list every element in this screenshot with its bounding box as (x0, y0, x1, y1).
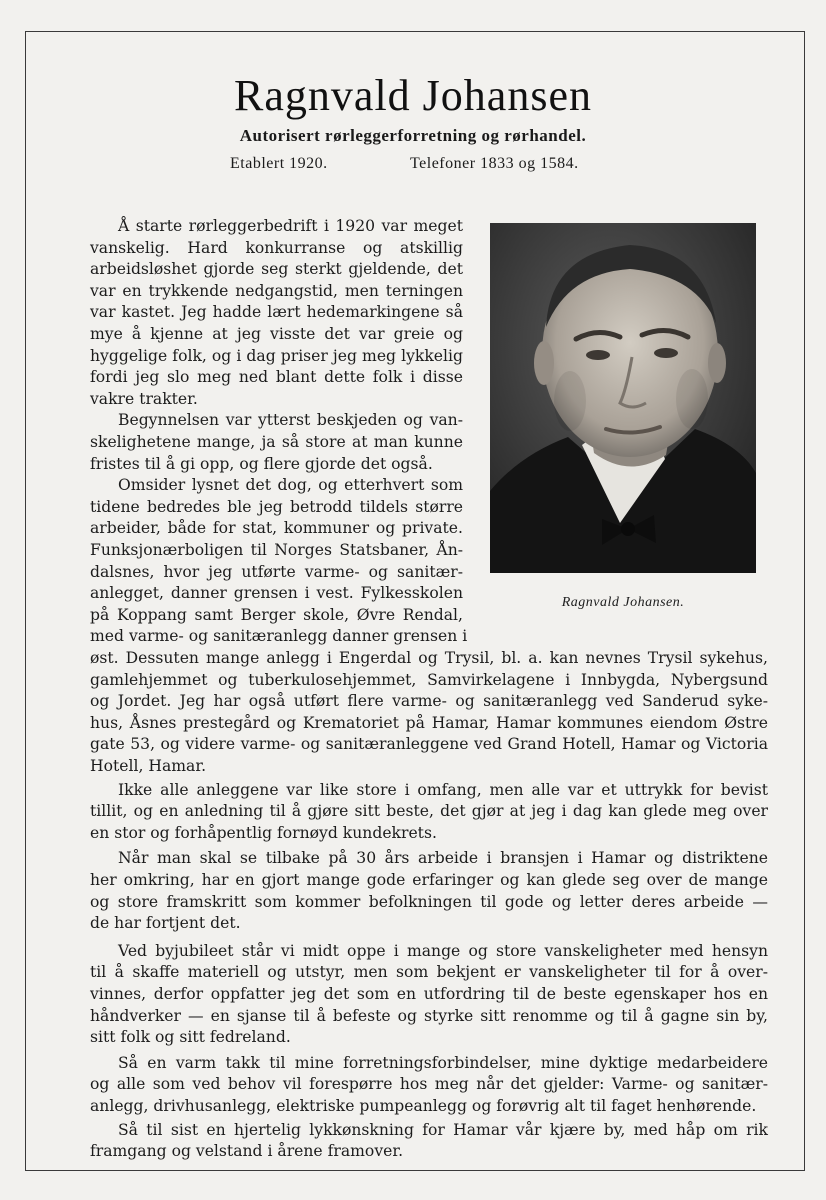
body-line: tidene bedredes ble jeg betrodd tildels større (90, 497, 463, 516)
body-line: hus, Åsnes prestegård og Krematoriet på Hamar, Hamar kommunes eiendom Østre (90, 713, 768, 732)
body-line: Ikke alle anleggene var like store i omfang, men alle var et uttrykk for bevist (118, 780, 768, 799)
portrait-illustration (490, 223, 756, 573)
body-line: Så til sist en hjertelig lykkønskning for Hamar vår kjære by, med håp om rik (118, 1120, 768, 1139)
body-line: dalsnes, hvor jeg utførte varme- og sanitær- (90, 562, 463, 581)
body-line: hyggelige folk, og i dag priser jeg meg lykkelig (90, 346, 463, 365)
body-line: arbeidsløshet gjorde seg sterkt gjeldende, det (90, 260, 463, 279)
body-line: øst. Dessuten mange anlegg i Engerdal og Trysil, bl. a. kan nevnes Trysil sykehus, (90, 649, 768, 667)
body-line: til å skaffe materiell og utstyr, men som bekjent er vanskeligheter til for å over- (90, 963, 768, 982)
body-line: var en trykkende nedgangstid, men terningen (90, 281, 463, 300)
body-line: var kastet. Jeg hadde lært hedemarkingene så (90, 303, 463, 322)
body-line: Begynnelsen var ytterst beskjeden og van- (118, 411, 463, 430)
body-line: mye å kjenne at jeg visste det var greie og (90, 325, 463, 343)
body-line: på Koppang samt Berger skole, Øvre Rendal, (90, 605, 463, 624)
page-title: Ragnvald Johansen (234, 71, 592, 120)
telephone-numbers: Telefoner 1833 og 1584. (410, 155, 579, 172)
body-line: Omsider lysnet det dog, og etterhvert som (118, 476, 463, 495)
photo-caption: Ragnvald Johansen. (561, 595, 685, 610)
body-line: med varme- og sanitæranlegg danner grensen i (90, 627, 468, 646)
body-line: anlegg, drivhusanlegg, elektriske pumpeanlegg og forøvrig alt til faget henhørende. (90, 1097, 757, 1115)
body-line: framgang og velstand i årene framover. (90, 1142, 404, 1161)
established-year: Etablert 1920. (230, 155, 328, 172)
business-subtitle: Autorisert rørleggerforretning og rørhandel. (239, 126, 587, 145)
body-line: Når man skal se tilbake på 30 års arbeide i bransjen i Hamar og distriktene (118, 849, 768, 868)
body-line: arbeider, både for stat, kommuner og private. (90, 519, 463, 538)
body-line: håndverker — en sjanse til å befeste og styrke sitt renomme og til å gagne sin by, (90, 1006, 768, 1025)
body-line: vinnes, derfor oppfatter jeg det som en utfordring til de beste egenskaper hos en (90, 985, 768, 1003)
body-line: vakre trakter. (90, 389, 198, 408)
body-line: tillit, og en anledning til å gjøre sitt beste, det gjør at jeg i dag kan glede meg over (90, 802, 768, 821)
body-line: Så en varm takk til mine forretningsforbindelser, mine dyktige medarbeidere (118, 1053, 768, 1072)
body-line: Å starte rørleggerbedrift i 1920 var meget (118, 217, 463, 235)
body-line: Hotell, Hamar. (90, 757, 207, 775)
body-line: anlegget, danner grensen i vest. Fylkesskolen (90, 584, 463, 603)
body-line: Ved byjubileet står vi midt oppe i mange og store vanskeligheter med hensyn (118, 941, 768, 960)
body-line: sitt folk og sitt fedreland. (90, 1028, 291, 1047)
body-line: her omkring, har en gjort mange gode erfaringer og kan glede seg over de mange (90, 871, 768, 889)
body-line: vanskelig. Hard konkurranse og atskillig (90, 238, 463, 257)
body-line: en stor og forhåpentlig fornøyd kundekrets. (90, 823, 437, 842)
body-line: gamlehjemmet og tuberkulosehjemmet, Samvirkelagene i Innbygda, Nybergsund (90, 670, 768, 689)
body-line: og Jordet. Jeg har også utført flere varme- og sanitæranlegg ved Sanderud syke- (90, 692, 768, 711)
body-line: de har fortjent det. (90, 914, 241, 933)
portrait-photo (490, 223, 756, 573)
body-line: fristes til å gi opp, og flere gjorde det også. (90, 454, 433, 473)
body-line: skelighetene mange, ja så store at man kunne (90, 433, 463, 451)
body-line: Funksjonærboligen til Norges Statsbaner, Ån- (90, 541, 463, 559)
body-line: og alle som ved behov vil forespørre hos meg når det gjelder: Varme- og sanitær- (90, 1075, 768, 1094)
body-line: fordi jeg slo meg ned blant dette folk i disse (90, 368, 463, 387)
body-line: gate 53, og videre varme- og sanitæranleggene ved Grand Hotell, Hamar og Victoria (90, 735, 768, 754)
body-line: og store framskritt som kommer befolkningen til gode og letter deres arbeide — (90, 892, 768, 911)
